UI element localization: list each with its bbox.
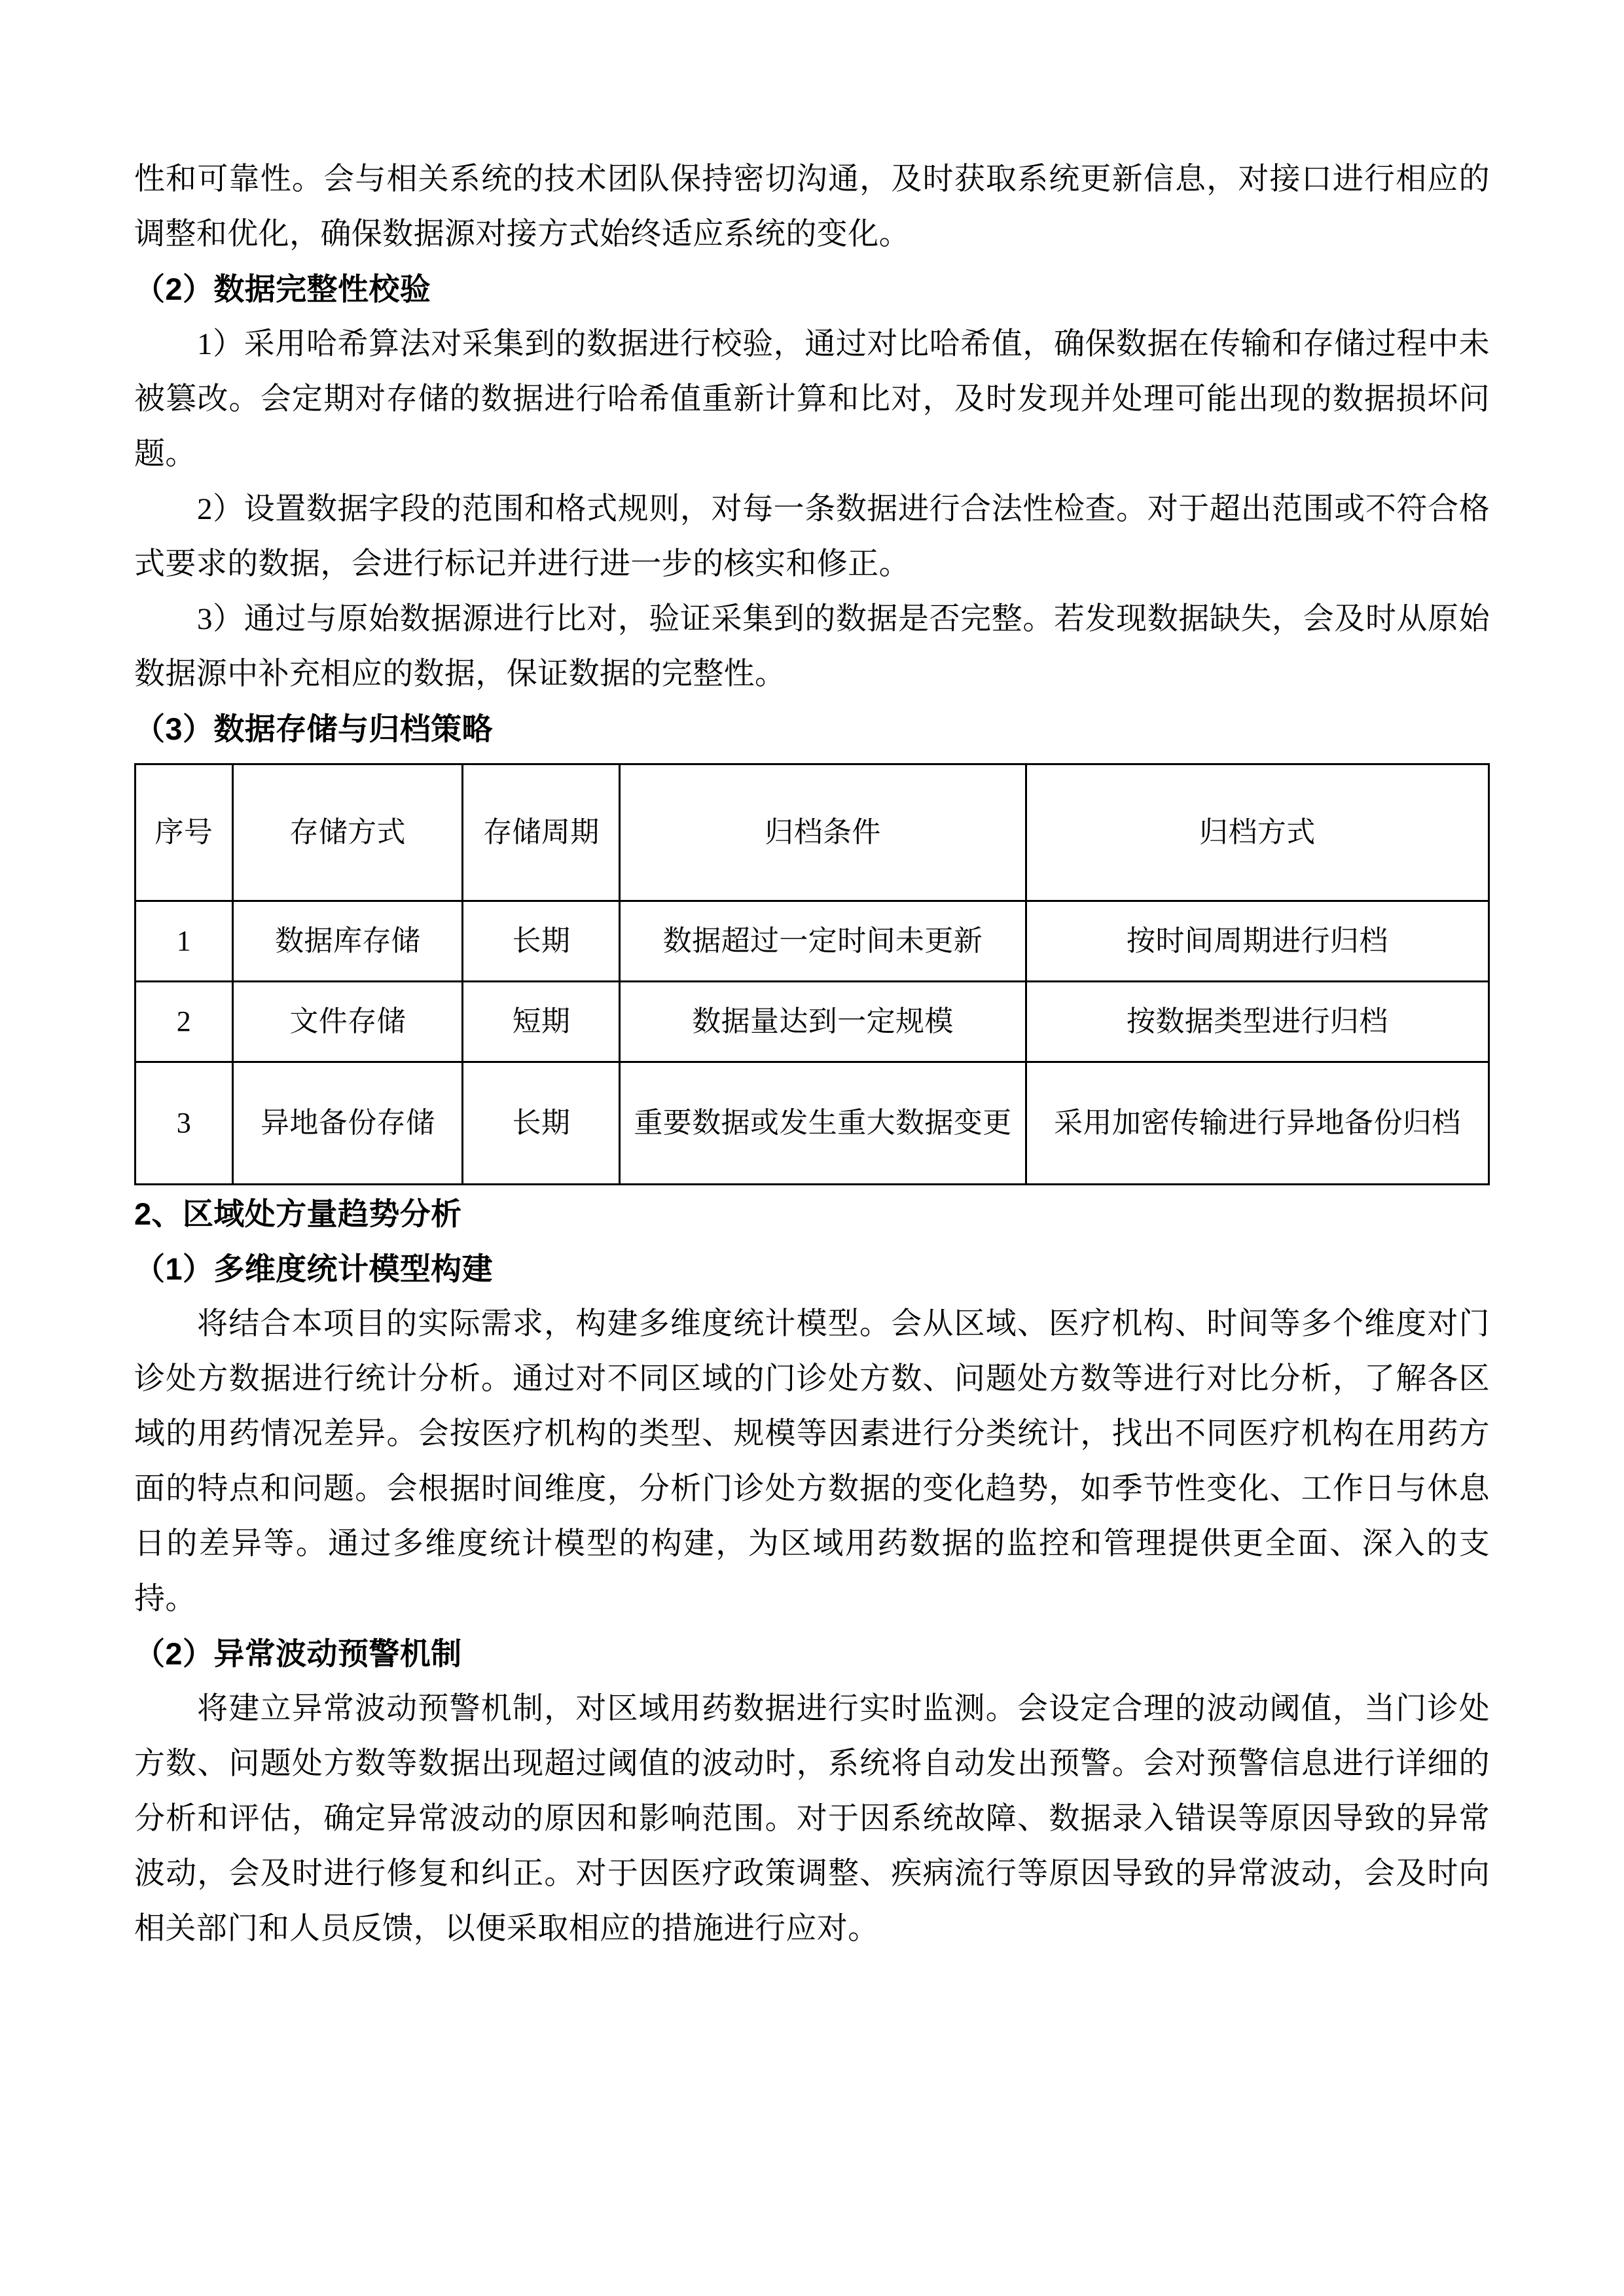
cell-archive-condition: 数据量达到一定规模: [620, 982, 1026, 1062]
paragraph-multi-dimension-model: 将结合本项目的实际需求，构建多维度统计模型。会从区域、医疗机构、时间等多个维度对门诊处方数据进行统计分析。通过对不同区域的门诊处方数、问题处方数等进行对比分析，了解各区域的用药情况差异。会按医疗机构的类型、规模等因素进行分类统计，找出不同医疗机构在用药方面的特点和问题。会根据时间维度，分析门诊处方数据的变化趋势，如季节性变化、工作日与休息日的差异等。通过多维度统计模型的构建，为区域用药数据的监控和管理提供更全面、深入的支持。: [134, 1307, 1490, 1616]
heading-abnormal-fluctuation-alert: （2）异常波动预警机制: [134, 1636, 462, 1671]
cell-storage-cycle: 短期: [463, 982, 620, 1062]
storage-archive-strategy-table: [134, 763, 1490, 1185]
paragraph-integrity-source-compare: 3）通过与原始数据源进行比对，验证采集到的数据是否完整。若发现数据缺失，会及时从原始数据源中补充相应的数据，保证数据的完整性。: [134, 602, 1490, 691]
table-header-storage-method: 存储方式: [232, 764, 463, 901]
table-header-archive-condition: 归档条件: [620, 764, 1026, 901]
storage-table-wrapper: [134, 763, 1490, 1185]
heading-multi-dimension-model: （1）多维度统计模型构建: [134, 1251, 493, 1286]
cell-index: 3: [135, 1062, 233, 1185]
paragraph-integrity-field-rules: 2）设置数据字段的范围和格式规则，对每一条数据进行合法性检查。对于超出范围或不符合格式要求的数据，会进行标记并进行进一步的核实和修正。: [134, 492, 1490, 581]
table-header-storage-cycle: 存储周期: [463, 764, 620, 901]
cell-archive-mode: 按数据类型进行归档: [1026, 982, 1489, 1062]
cell-archive-condition: 数据超过一定时间未更新: [620, 901, 1026, 982]
paragraph-integrity-hash: 1）采用哈希算法对采集到的数据进行校验，通过对比哈希值，确保数据在传输和存储过程中未被篡改。会定期对存储的数据进行哈希值重新计算和比对，及时发现并处理可能出现的数据损坏问题。: [134, 327, 1490, 471]
cell-storage-cycle: 长期: [463, 1062, 620, 1185]
heading-storage-archive-strategy: （3）数据存储与归档策略: [134, 711, 493, 746]
cell-storage-method: 异地备份存储: [232, 1062, 463, 1185]
table-row: [135, 901, 1489, 982]
cell-index: 2: [135, 982, 233, 1062]
paragraph-abnormal-fluctuation-alert: 将建立异常波动预警机制，对区域用药数据进行实时监测。会设定合理的波动阈值，当门诊处方数、问题处方数等数据出现超过阈值的波动时，系统将自动发出预警。会对预警信息进行详细的分析和评估，确定异常波动的原因和影响范围。对于因系统故障、数据录入错误等原因导致的异常波动，会及时进行修复和纠正。对于因医疗政策调整、疾病流行等原因导致的异常波动，会及时向相关部门和人员反馈，以便采取相应的措施进行应对。: [134, 1692, 1490, 1946]
heading-section-2-regional-prescription-trend: 2、区域处方量趋势分析: [134, 1196, 462, 1231]
paragraph-continued-top: 性和可靠性。会与相关系统的技术团队保持密切沟通，及时获取系统更新信息，对接口进行相应的调整和优化，确保数据源对接方式始终适应系统的变化。: [134, 162, 1490, 251]
table-header-row: [135, 764, 1489, 901]
heading-data-integrity-check: （2）数据完整性校验: [134, 272, 431, 306]
cell-archive-condition: 重要数据或发生重大数据变更: [620, 1062, 1026, 1185]
document-body: [134, 152, 1490, 1956]
table-header-archive-mode: 归档方式: [1026, 764, 1489, 901]
cell-index: 1: [135, 901, 233, 982]
cell-archive-mode: 采用加密传输进行异地备份归档: [1026, 1062, 1489, 1185]
cell-archive-mode: 按时间周期进行归档: [1026, 901, 1489, 982]
cell-storage-method: 数据库存储: [232, 901, 463, 982]
table-row: [135, 982, 1489, 1062]
cell-storage-method: 文件存储: [232, 982, 463, 1062]
table-header-index: 序号: [135, 764, 233, 901]
table-row: [135, 1062, 1489, 1185]
cell-storage-cycle: 长期: [463, 901, 620, 982]
